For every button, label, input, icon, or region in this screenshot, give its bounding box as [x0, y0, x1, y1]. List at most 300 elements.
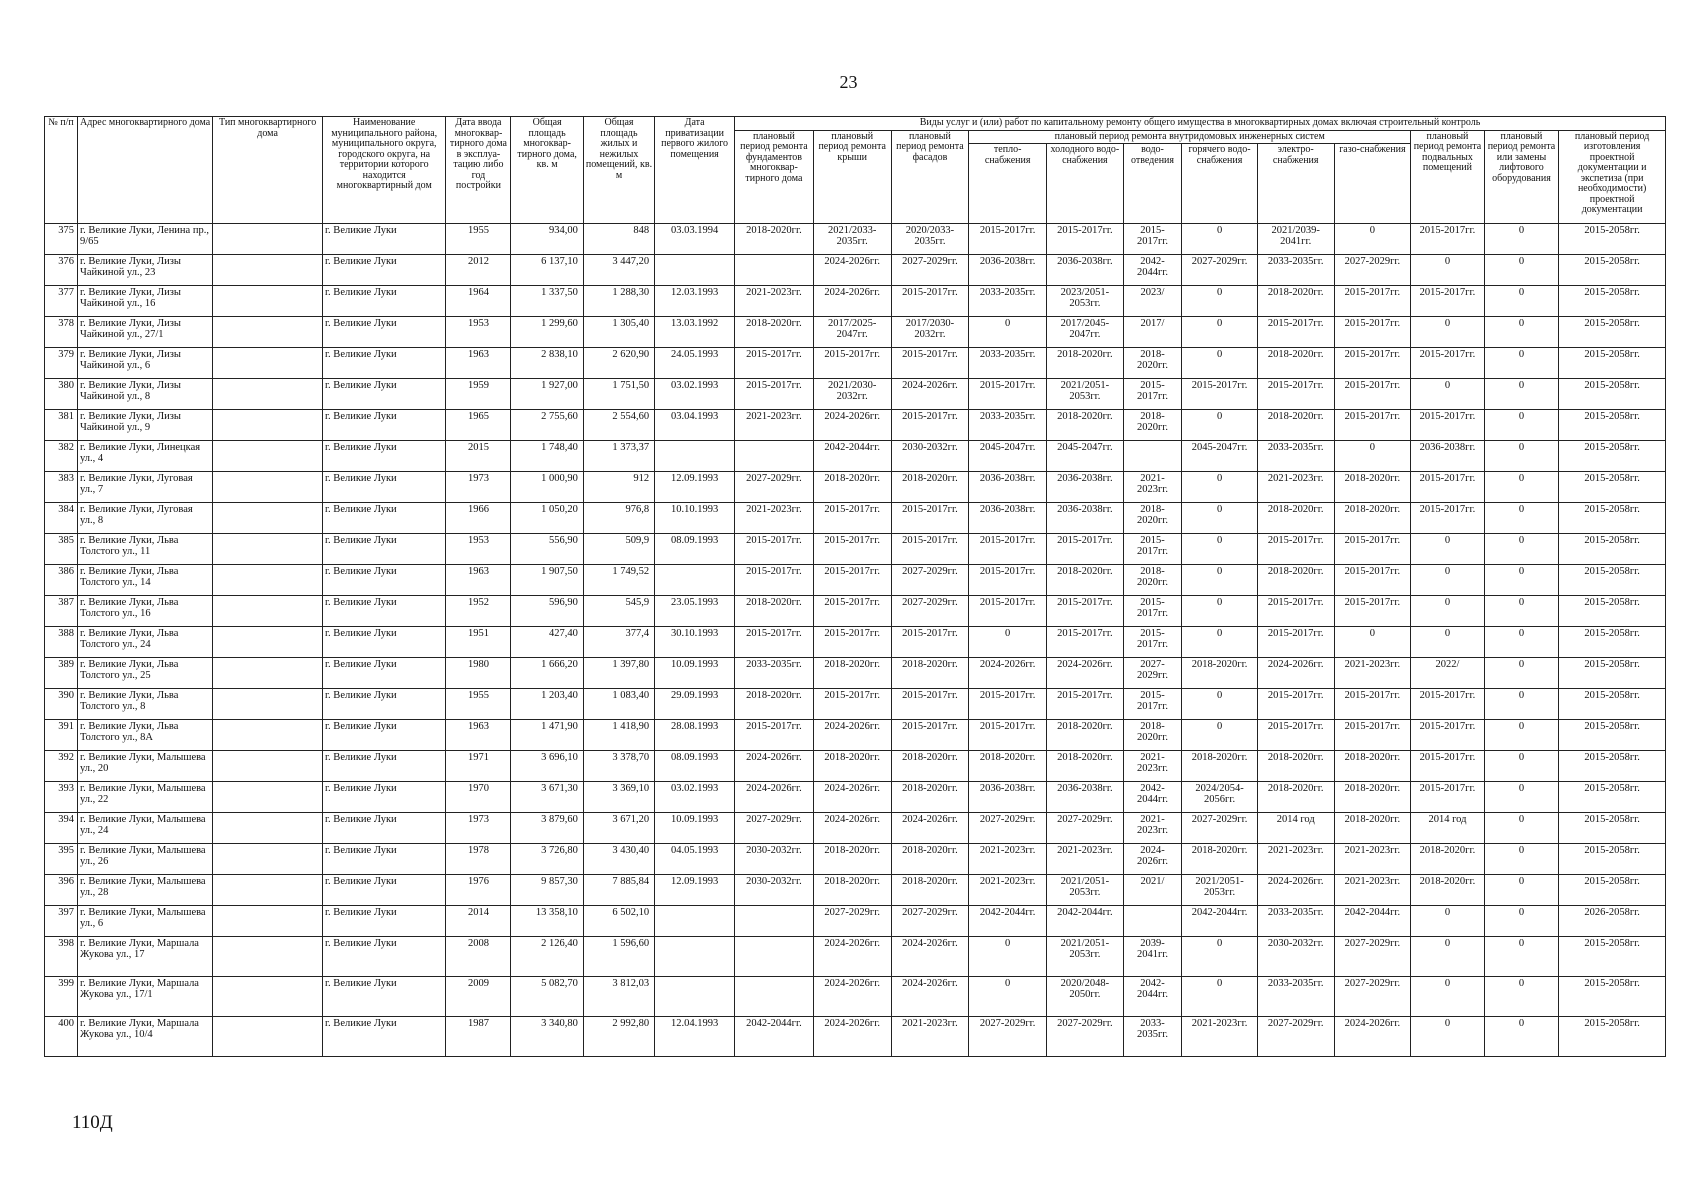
cell-sewer: [1123, 441, 1182, 472]
cell-electric: 2021-2023гг.: [1257, 844, 1334, 875]
cell-living-area: 7 885,84: [583, 875, 654, 906]
cell-row-number: 398: [45, 937, 78, 977]
cell-elevator: 0: [1484, 317, 1559, 348]
cell-electric: 2030-2032гг.: [1257, 937, 1334, 977]
cell-facade: 2024-2026гг.: [891, 937, 969, 977]
cell-address: г. Великие Луки, Маршала Жукова ул., 17: [78, 937, 213, 977]
cell-cold-water: 2024-2026гг.: [1047, 658, 1124, 689]
cell-heat: 0: [969, 977, 1047, 1017]
table-row: [45, 379, 1666, 410]
cell-basement: 0: [1411, 627, 1484, 658]
cell-sewer: 2017/: [1123, 317, 1182, 348]
cell-electric: 2015-2017гг.: [1257, 379, 1334, 410]
cell-year: 1953: [446, 534, 511, 565]
cell-foundation: [735, 977, 814, 1017]
cell-heat: 2042-2044гг.: [969, 906, 1047, 937]
cell-basement: 2018-2020гг.: [1411, 844, 1484, 875]
cell-row-number: 395: [45, 844, 78, 875]
cell-electric: 2018-2020гг.: [1257, 782, 1334, 813]
cell-hot-water: 0: [1182, 565, 1258, 596]
cell-foundation: 2021-2023гг.: [735, 286, 814, 317]
cell-cold-water: 2018-2020гг.: [1047, 410, 1124, 441]
cell-sewer: 2024-2026гг.: [1123, 844, 1182, 875]
cell-municipality: г. Великие Луки: [322, 689, 446, 720]
cell-sewer: 2021-2023гг.: [1123, 751, 1182, 782]
cell-roof: 2015-2017гг.: [813, 627, 891, 658]
cell-house-type: [213, 782, 323, 813]
cell-year: 1966: [446, 503, 511, 534]
cell-basement: 0: [1411, 596, 1484, 627]
table-row: [45, 844, 1666, 875]
table-row: [45, 782, 1666, 813]
cell-row-number: 375: [45, 224, 78, 255]
cell-basement: 0: [1411, 379, 1484, 410]
cell-address: г. Великие Луки, Лизы Чайкиной ул., 16: [78, 286, 213, 317]
cell-heat: 2021-2023гг.: [969, 875, 1047, 906]
cell-total-area: 3 726,80: [511, 844, 583, 875]
cell-gas: 2018-2020гг.: [1334, 782, 1411, 813]
cell-foundation: 2030-2032гг.: [735, 844, 814, 875]
cell-address: г. Великие Луки, Лизы Чайкиной ул., 6: [78, 348, 213, 379]
cell-sewer: 2018-2020гг.: [1123, 720, 1182, 751]
cell-elevator: 0: [1484, 472, 1559, 503]
cell-design-docs: 2015-2058гг.: [1559, 255, 1666, 286]
cell-elevator: 0: [1484, 627, 1559, 658]
cell-elevator: 0: [1484, 348, 1559, 379]
cell-living-area: 848: [583, 224, 654, 255]
document-code: 110Д: [72, 1112, 113, 1133]
cell-row-number: 376: [45, 255, 78, 286]
cell-electric: 2014 год: [1257, 813, 1334, 844]
cell-total-area: 3 696,10: [511, 751, 583, 782]
cell-house-type: [213, 1017, 323, 1057]
cell-elevator: 0: [1484, 658, 1559, 689]
cell-electric: 2015-2017гг.: [1257, 627, 1334, 658]
cell-municipality: г. Великие Луки: [322, 658, 446, 689]
cell-house-type: [213, 658, 323, 689]
cell-electric: 2033-2035гг.: [1257, 906, 1334, 937]
cell-address: г. Великие Луки, Льва Толстого ул., 24: [78, 627, 213, 658]
cell-house-type: [213, 720, 323, 751]
cell-elevator: 0: [1484, 689, 1559, 720]
cell-design-docs: 2015-2058гг.: [1559, 286, 1666, 317]
cell-roof: 2015-2017гг.: [813, 565, 891, 596]
cell-hot-water: 2018-2020гг.: [1182, 751, 1258, 782]
cell-year: 1951: [446, 627, 511, 658]
cell-sewer: 2039-2041гг.: [1123, 937, 1182, 977]
cell-house-type: [213, 813, 323, 844]
cell-municipality: г. Великие Луки: [322, 906, 446, 937]
header-year: Дата ввода многоквар-тирного дома в эксплуа-тацию либо год постройки: [446, 117, 511, 224]
table-row: [45, 565, 1666, 596]
cell-gas: 2015-2017гг.: [1334, 348, 1411, 379]
cell-living-area: 2 620,90: [583, 348, 654, 379]
cell-foundation: [735, 906, 814, 937]
cell-living-area: 2 992,80: [583, 1017, 654, 1057]
cell-design-docs: 2015-2058гг.: [1559, 720, 1666, 751]
table-row: [45, 720, 1666, 751]
cell-gas: 2018-2020гг.: [1334, 751, 1411, 782]
cell-year: 1970: [446, 782, 511, 813]
cell-heat: 2033-2035гг.: [969, 410, 1047, 441]
cell-basement: 2015-2017гг.: [1411, 472, 1484, 503]
cell-municipality: г. Великие Луки: [322, 782, 446, 813]
cell-address: г. Великие Луки, Лизы Чайкиной ул., 8: [78, 379, 213, 410]
cell-sewer: 2021-2023гг.: [1123, 813, 1182, 844]
cell-row-number: 380: [45, 379, 78, 410]
table-row: [45, 596, 1666, 627]
cell-year: 1959: [446, 379, 511, 410]
cell-living-area: 3 369,10: [583, 782, 654, 813]
cell-electric: 2015-2017гг.: [1257, 596, 1334, 627]
cell-sewer: 2015-2017гг.: [1123, 379, 1182, 410]
table-row: [45, 441, 1666, 472]
table-row: [45, 937, 1666, 977]
cell-electric: 2033-2035гг.: [1257, 441, 1334, 472]
cell-address: г. Великие Луки, Лизы Чайкиной ул., 9: [78, 410, 213, 441]
cell-year: 2014: [446, 906, 511, 937]
table-row: [45, 977, 1666, 1017]
cell-facade: 2015-2017гг.: [891, 534, 969, 565]
cell-gas: 2015-2017гг.: [1334, 689, 1411, 720]
cell-total-area: 9 857,30: [511, 875, 583, 906]
cell-sewer: 2018-2020гг.: [1123, 565, 1182, 596]
cell-address: г. Великие Луки, Малышева ул., 24: [78, 813, 213, 844]
table-row: [45, 472, 1666, 503]
cell-row-number: 387: [45, 596, 78, 627]
cell-row-number: 384: [45, 503, 78, 534]
cell-row-number: 391: [45, 720, 78, 751]
cell-cold-water: 2015-2017гг.: [1047, 689, 1124, 720]
cell-electric: 2024-2026гг.: [1257, 658, 1334, 689]
cell-total-area: 2 838,10: [511, 348, 583, 379]
cell-heat: 0: [969, 317, 1047, 348]
cell-house-type: [213, 565, 323, 596]
cell-roof: 2024-2026гг.: [813, 286, 891, 317]
cell-elevator: 0: [1484, 379, 1559, 410]
cell-design-docs: 2015-2058гг.: [1559, 441, 1666, 472]
cell-facade: 2021-2023гг.: [891, 1017, 969, 1057]
cell-privatization-date: 23.05.1993: [655, 596, 735, 627]
cell-heat: 2015-2017гг.: [969, 720, 1047, 751]
cell-gas: 2015-2017гг.: [1334, 534, 1411, 565]
cell-house-type: [213, 224, 323, 255]
cell-privatization-date: 03.02.1993: [655, 379, 735, 410]
cell-design-docs: 2015-2058гг.: [1559, 503, 1666, 534]
cell-cold-water: 2021/2051-2053гг.: [1047, 937, 1124, 977]
table-row: [45, 906, 1666, 937]
cell-elevator: 0: [1484, 255, 1559, 286]
cell-electric: 2018-2020гг.: [1257, 751, 1334, 782]
cell-living-area: 1 083,40: [583, 689, 654, 720]
cell-elevator: 0: [1484, 565, 1559, 596]
header-privatization: Дата приватизации первого жилого помещения: [655, 117, 735, 224]
cell-design-docs: 2015-2058гг.: [1559, 565, 1666, 596]
cell-privatization-date: [655, 937, 735, 977]
cell-roof: 2021/2030-2032гг.: [813, 379, 891, 410]
cell-privatization-date: [655, 565, 735, 596]
cell-cold-water: 2045-2047гг.: [1047, 441, 1124, 472]
cell-privatization-date: 12.04.1993: [655, 1017, 735, 1057]
cell-year: 1973: [446, 472, 511, 503]
table-row: [45, 813, 1666, 844]
cell-design-docs: 2015-2058гг.: [1559, 472, 1666, 503]
cell-electric: 2018-2020гг.: [1257, 348, 1334, 379]
cell-design-docs: 2015-2058гг.: [1559, 1017, 1666, 1057]
cell-gas: 2015-2017гг.: [1334, 317, 1411, 348]
cell-row-number: 381: [45, 410, 78, 441]
cell-year: 1955: [446, 224, 511, 255]
cell-sewer: 2018-2020гг.: [1123, 348, 1182, 379]
cell-cold-water: 2018-2020гг.: [1047, 348, 1124, 379]
cell-house-type: [213, 977, 323, 1017]
cell-sewer: 2015-2017гг.: [1123, 596, 1182, 627]
cell-address: г. Великие Луки, Льва Толстого ул., 25: [78, 658, 213, 689]
cell-row-number: 388: [45, 627, 78, 658]
table-row: [45, 534, 1666, 565]
cell-facade: 2030-2032гг.: [891, 441, 969, 472]
cell-basement: 2015-2017гг.: [1411, 751, 1484, 782]
cell-row-number: 382: [45, 441, 78, 472]
cell-electric: 2021/2039-2041гг.: [1257, 224, 1334, 255]
cell-row-number: 377: [45, 286, 78, 317]
cell-municipality: г. Великие Луки: [322, 441, 446, 472]
cell-facade: 2015-2017гг.: [891, 286, 969, 317]
cell-cold-water: 2027-2029гг.: [1047, 813, 1124, 844]
cell-year: 1953: [446, 317, 511, 348]
cell-row-number: 389: [45, 658, 78, 689]
cell-cold-water: 2021/2051-2053гг.: [1047, 875, 1124, 906]
cell-living-area: 6 502,10: [583, 906, 654, 937]
cell-living-area: 3 447,20: [583, 255, 654, 286]
cell-roof: 2015-2017гг.: [813, 503, 891, 534]
cell-foundation: 2021-2023гг.: [735, 503, 814, 534]
cell-facade: 2024-2026гг.: [891, 813, 969, 844]
cell-year: 1963: [446, 565, 511, 596]
cell-roof: 2015-2017гг.: [813, 596, 891, 627]
cell-sewer: 2021/: [1123, 875, 1182, 906]
cell-roof: 2021/2033-2035гг.: [813, 224, 891, 255]
cell-elevator: 0: [1484, 906, 1559, 937]
cell-facade: 2024-2026гг.: [891, 977, 969, 1017]
cell-basement: 0: [1411, 1017, 1484, 1057]
cell-living-area: 1 397,80: [583, 658, 654, 689]
table-row: [45, 286, 1666, 317]
cell-electric: 2015-2017гг.: [1257, 689, 1334, 720]
cell-foundation: 2015-2017гг.: [735, 348, 814, 379]
cell-design-docs: 2015-2058гг.: [1559, 627, 1666, 658]
cell-sewer: 2033-2035гг.: [1123, 1017, 1182, 1057]
cell-heat: 2036-2038гг.: [969, 472, 1047, 503]
cell-foundation: [735, 937, 814, 977]
cell-living-area: 377,4: [583, 627, 654, 658]
cell-basement: 0: [1411, 255, 1484, 286]
cell-facade: 2020/2033-2035гг.: [891, 224, 969, 255]
cell-privatization-date: [655, 977, 735, 1017]
header-num: № п/п: [45, 117, 78, 224]
cell-privatization-date: 03.03.1994: [655, 224, 735, 255]
cell-living-area: 1 418,90: [583, 720, 654, 751]
cell-foundation: 2015-2017гг.: [735, 379, 814, 410]
cell-facade: 2027-2029гг.: [891, 255, 969, 286]
cell-privatization-date: [655, 441, 735, 472]
cell-house-type: [213, 441, 323, 472]
cell-living-area: 3 671,20: [583, 813, 654, 844]
cell-hot-water: 0: [1182, 410, 1258, 441]
cell-gas: 2027-2029гг.: [1334, 977, 1411, 1017]
cell-house-type: [213, 472, 323, 503]
cell-elevator: 0: [1484, 844, 1559, 875]
cell-house-type: [213, 379, 323, 410]
table-row: [45, 317, 1666, 348]
header-gas: газо-снабжения: [1334, 144, 1411, 224]
cell-elevator: 0: [1484, 875, 1559, 906]
cell-address: г. Великие Луки, Линецкая ул., 4: [78, 441, 213, 472]
header-foundation: плановый период ремонта фундаментов многоквар-тирного дома: [735, 130, 814, 224]
cell-facade: 2015-2017гг.: [891, 720, 969, 751]
cell-hot-water: 0: [1182, 534, 1258, 565]
cell-foundation: 2018-2020гг.: [735, 224, 814, 255]
cell-roof: 2018-2020гг.: [813, 751, 891, 782]
cell-facade: 2018-2020гг.: [891, 782, 969, 813]
cell-row-number: 390: [45, 689, 78, 720]
cell-total-area: 1 299,60: [511, 317, 583, 348]
cell-address: г. Великие Луки, Малышева ул., 26: [78, 844, 213, 875]
cell-hot-water: 0: [1182, 977, 1258, 1017]
cell-roof: 2024-2026гг.: [813, 937, 891, 977]
cell-privatization-date: 12.09.1993: [655, 472, 735, 503]
cell-municipality: г. Великие Луки: [322, 224, 446, 255]
cell-basement: 0: [1411, 317, 1484, 348]
cell-roof: 2018-2020гг.: [813, 875, 891, 906]
cell-house-type: [213, 596, 323, 627]
page-number: 23: [839, 72, 858, 92]
cell-basement: 2018-2020гг.: [1411, 875, 1484, 906]
cell-design-docs: 2015-2058гг.: [1559, 844, 1666, 875]
cell-basement: 0: [1411, 565, 1484, 596]
cell-total-area: 3 879,60: [511, 813, 583, 844]
cell-design-docs: 2015-2058гг.: [1559, 348, 1666, 379]
cell-privatization-date: [655, 906, 735, 937]
cell-elevator: 0: [1484, 782, 1559, 813]
cell-house-type: [213, 503, 323, 534]
cell-living-area: 1 373,37: [583, 441, 654, 472]
cell-house-type: [213, 410, 323, 441]
cell-sewer: 2042-2044гг.: [1123, 782, 1182, 813]
cell-roof: 2042-2044гг.: [813, 441, 891, 472]
cell-electric: 2027-2029гг.: [1257, 1017, 1334, 1057]
cell-row-number: 393: [45, 782, 78, 813]
cell-design-docs: 2015-2058гг.: [1559, 813, 1666, 844]
cell-municipality: г. Великие Луки: [322, 565, 446, 596]
cell-hot-water: 2042-2044гг.: [1182, 906, 1258, 937]
cell-foundation: 2015-2017гг.: [735, 565, 814, 596]
cell-privatization-date: 10.10.1993: [655, 503, 735, 534]
cell-foundation: 2024-2026гг.: [735, 782, 814, 813]
cell-design-docs: 2015-2058гг.: [1559, 534, 1666, 565]
cell-heat: 2015-2017гг.: [969, 596, 1047, 627]
cell-total-area: 1 666,20: [511, 658, 583, 689]
cell-total-area: 1 748,40: [511, 441, 583, 472]
table-row: [45, 224, 1666, 255]
cell-gas: 2018-2020гг.: [1334, 813, 1411, 844]
cell-municipality: г. Великие Луки: [322, 317, 446, 348]
cell-heat: 2036-2038гг.: [969, 255, 1047, 286]
cell-design-docs: 2015-2058гг.: [1559, 977, 1666, 1017]
cell-facade: 2015-2017гг.: [891, 503, 969, 534]
cell-basement: 0: [1411, 977, 1484, 1017]
cell-roof: 2027-2029гг.: [813, 906, 891, 937]
cell-facade: 2018-2020гг.: [891, 751, 969, 782]
cell-cold-water: 2015-2017гг.: [1047, 224, 1124, 255]
cell-municipality: г. Великие Луки: [322, 379, 446, 410]
cell-heat: 2015-2017гг.: [969, 379, 1047, 410]
cell-heat: 2015-2017гг.: [969, 224, 1047, 255]
cell-hot-water: 2018-2020гг.: [1182, 844, 1258, 875]
cell-cold-water: 2015-2017гг.: [1047, 596, 1124, 627]
cell-address: г. Великие Луки, Маршала Жукова ул., 17/1: [78, 977, 213, 1017]
cell-privatization-date: 29.09.1993: [655, 689, 735, 720]
cell-house-type: [213, 689, 323, 720]
cell-cold-water: 2018-2020гг.: [1047, 751, 1124, 782]
cell-foundation: 2015-2017гг.: [735, 720, 814, 751]
cell-municipality: г. Великие Луки: [322, 977, 446, 1017]
cell-living-area: 545,9: [583, 596, 654, 627]
cell-year: 2012: [446, 255, 511, 286]
cell-elevator: 0: [1484, 977, 1559, 1017]
cell-roof: 2018-2020гг.: [813, 844, 891, 875]
header-elevator: плановый период ремонта или замены лифтового оборудования: [1484, 130, 1559, 224]
cell-cold-water: 2036-2038гг.: [1047, 503, 1124, 534]
cell-foundation: 2042-2044гг.: [735, 1017, 814, 1057]
cell-gas: 2015-2017гг.: [1334, 596, 1411, 627]
header-address: Адрес многоквартирного дома: [78, 117, 213, 224]
cell-address: г. Великие Луки, Льва Толстого ул., 16: [78, 596, 213, 627]
cell-facade: 2027-2029гг.: [891, 906, 969, 937]
cell-house-type: [213, 286, 323, 317]
cell-roof: 2015-2017гг.: [813, 689, 891, 720]
cell-roof: 2024-2026гг.: [813, 977, 891, 1017]
cell-total-area: 1 471,90: [511, 720, 583, 751]
cell-facade: 2027-2029гг.: [891, 565, 969, 596]
header-design-docs: плановый период изготовления проектной документации и экспетиза (при необходимости) проектной документации: [1559, 130, 1666, 224]
cell-privatization-date: 10.09.1993: [655, 813, 735, 844]
cell-living-area: 3 812,03: [583, 977, 654, 1017]
header-hot-water: горячего водо-снабжения: [1182, 144, 1258, 224]
cell-facade: 2017/2030-2032гг.: [891, 317, 969, 348]
cell-privatization-date: 08.09.1993: [655, 751, 735, 782]
cell-elevator: 0: [1484, 503, 1559, 534]
table-row: [45, 627, 1666, 658]
cell-design-docs: 2015-2058гг.: [1559, 689, 1666, 720]
cell-design-docs: 2015-2058гг.: [1559, 782, 1666, 813]
cell-electric: 2015-2017гг.: [1257, 534, 1334, 565]
cell-electric: 2015-2017гг.: [1257, 720, 1334, 751]
cell-privatization-date: 10.09.1993: [655, 658, 735, 689]
header-electric: электро-снабжения: [1257, 144, 1334, 224]
cell-total-area: 1 907,50: [511, 565, 583, 596]
cell-gas: 2015-2017гг.: [1334, 410, 1411, 441]
cell-municipality: г. Великие Луки: [322, 534, 446, 565]
cell-house-type: [213, 937, 323, 977]
cell-total-area: 2 755,60: [511, 410, 583, 441]
cell-hot-water: 2018-2020гг.: [1182, 658, 1258, 689]
cell-total-area: 427,40: [511, 627, 583, 658]
cell-basement: 2036-2038гг.: [1411, 441, 1484, 472]
cell-sewer: 2015-2017гг.: [1123, 534, 1182, 565]
cell-cold-water: 2042-2044гг.: [1047, 906, 1124, 937]
cell-year: 1955: [446, 689, 511, 720]
